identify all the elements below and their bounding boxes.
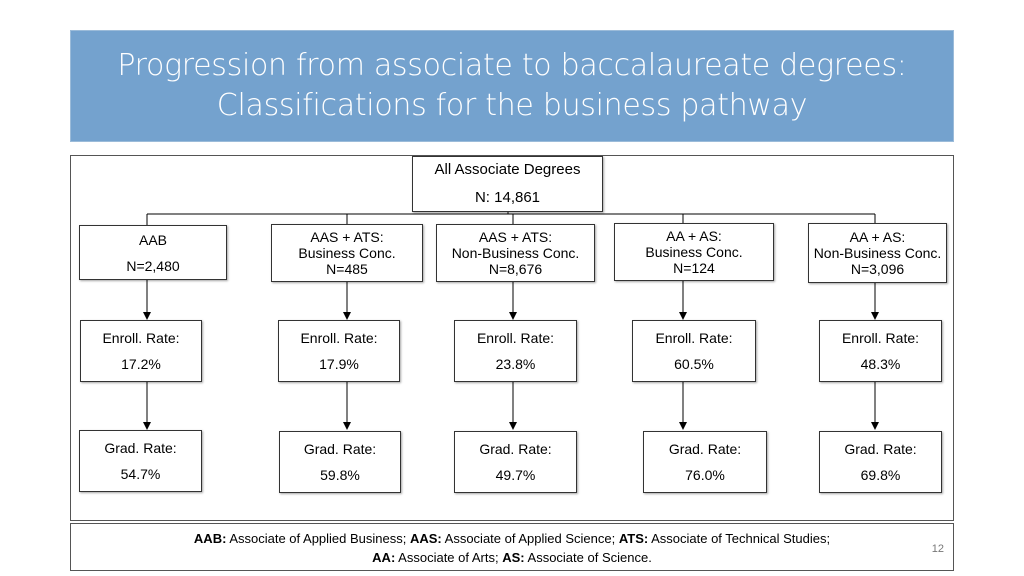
category-node-aa-as-nonbusiness bbox=[808, 223, 947, 283]
enroll-rate-label: Enroll. Rate: bbox=[300, 330, 378, 346]
root-node bbox=[412, 156, 603, 212]
category-line: Business Conc. bbox=[645, 244, 743, 260]
category-line: N=8,676 bbox=[488, 261, 543, 277]
root-label: All Associate Degrees bbox=[434, 161, 581, 178]
category-line: Non-Business Conc. bbox=[813, 245, 942, 261]
category-node-aas-ats-business bbox=[271, 224, 423, 282]
category-line: N=485 bbox=[326, 261, 368, 277]
category-line: AAS + ATS: bbox=[478, 229, 553, 245]
grad-rate-value: 59.8% bbox=[320, 467, 360, 483]
grad-rate-box bbox=[819, 431, 942, 493]
grad-rate-value: 54.7% bbox=[120, 466, 161, 482]
legend-footer bbox=[70, 523, 954, 571]
category-line: AAS + ATS: bbox=[310, 229, 384, 245]
enroll-rate-label: Enroll. Rate: bbox=[841, 330, 920, 346]
legend-abbr: AS: bbox=[502, 550, 525, 565]
category-node-aa-as-business bbox=[614, 223, 774, 281]
legend-text: Associate of Technical Studies; bbox=[648, 531, 831, 546]
enroll-rate-box bbox=[80, 320, 202, 382]
legend-text: Associate of Applied Business; bbox=[226, 531, 410, 546]
grad-rate-box bbox=[79, 430, 202, 492]
grad-rate-box bbox=[643, 431, 767, 493]
grad-rate-label: Grad. Rate: bbox=[104, 440, 177, 456]
enroll-rate-label: Enroll. Rate: bbox=[655, 330, 733, 346]
title-line-2: Classifications for the business pathway bbox=[216, 88, 808, 123]
category-line: N=2,480 bbox=[126, 257, 180, 274]
category-line: N=124 bbox=[673, 260, 715, 276]
category-line: Business Conc. bbox=[298, 245, 396, 261]
enroll-rate-value: 48.3% bbox=[860, 356, 901, 372]
legend-abbr: AA: bbox=[372, 550, 396, 565]
category-line: Non-Business Conc. bbox=[451, 245, 580, 261]
enroll-rate-label: Enroll. Rate: bbox=[102, 330, 180, 346]
enroll-rate-value: 23.8% bbox=[495, 356, 536, 372]
legend-abbr: ATS: bbox=[618, 531, 649, 546]
grad-rate-label: Grad. Rate: bbox=[303, 441, 377, 457]
enroll-rate-box bbox=[278, 320, 400, 382]
enroll-rate-label: Enroll. Rate: bbox=[476, 330, 555, 346]
legend-abbr: AAB: bbox=[193, 531, 227, 546]
category-node-aab bbox=[79, 225, 227, 280]
enroll-rate-box bbox=[819, 320, 942, 382]
grad-rate-box bbox=[279, 431, 401, 493]
enroll-rate-box bbox=[632, 320, 756, 382]
category-line: AAB bbox=[138, 231, 167, 248]
legend-text: Associate of Applied Science; bbox=[441, 531, 619, 546]
category-line: AA + AS: bbox=[849, 229, 906, 245]
grad-rate-box bbox=[454, 431, 577, 493]
category-line: AA + AS: bbox=[666, 228, 722, 244]
category-line: N=3,096 bbox=[850, 261, 905, 277]
enroll-rate-value: 17.9% bbox=[319, 356, 359, 372]
grad-rate-value: 49.7% bbox=[495, 467, 536, 483]
legend-abbr: AAS: bbox=[409, 531, 442, 546]
legend-line-1 bbox=[71, 529, 953, 548]
legend-text: Associate of Science. bbox=[524, 550, 652, 565]
legend-text: Associate of Arts; bbox=[395, 550, 503, 565]
grad-rate-label: Grad. Rate: bbox=[668, 441, 742, 457]
grad-rate-value: 76.0% bbox=[685, 467, 725, 483]
enroll-rate-value: 60.5% bbox=[674, 356, 714, 372]
category-node-aas-ats-nonbusiness bbox=[436, 224, 595, 282]
page-number: 12 bbox=[931, 543, 944, 555]
enroll-rate-value: 17.2% bbox=[121, 356, 161, 372]
legend-line-2 bbox=[71, 548, 953, 567]
title-line-1: Progression from associate to baccalaureate degrees: bbox=[117, 48, 907, 83]
root-count: N: 14,861 bbox=[474, 189, 541, 206]
grad-rate-label: Grad. Rate: bbox=[479, 441, 552, 457]
enroll-rate-box bbox=[454, 320, 577, 382]
grad-rate-label: Grad. Rate: bbox=[844, 441, 917, 457]
grad-rate-value: 69.8% bbox=[860, 467, 901, 483]
